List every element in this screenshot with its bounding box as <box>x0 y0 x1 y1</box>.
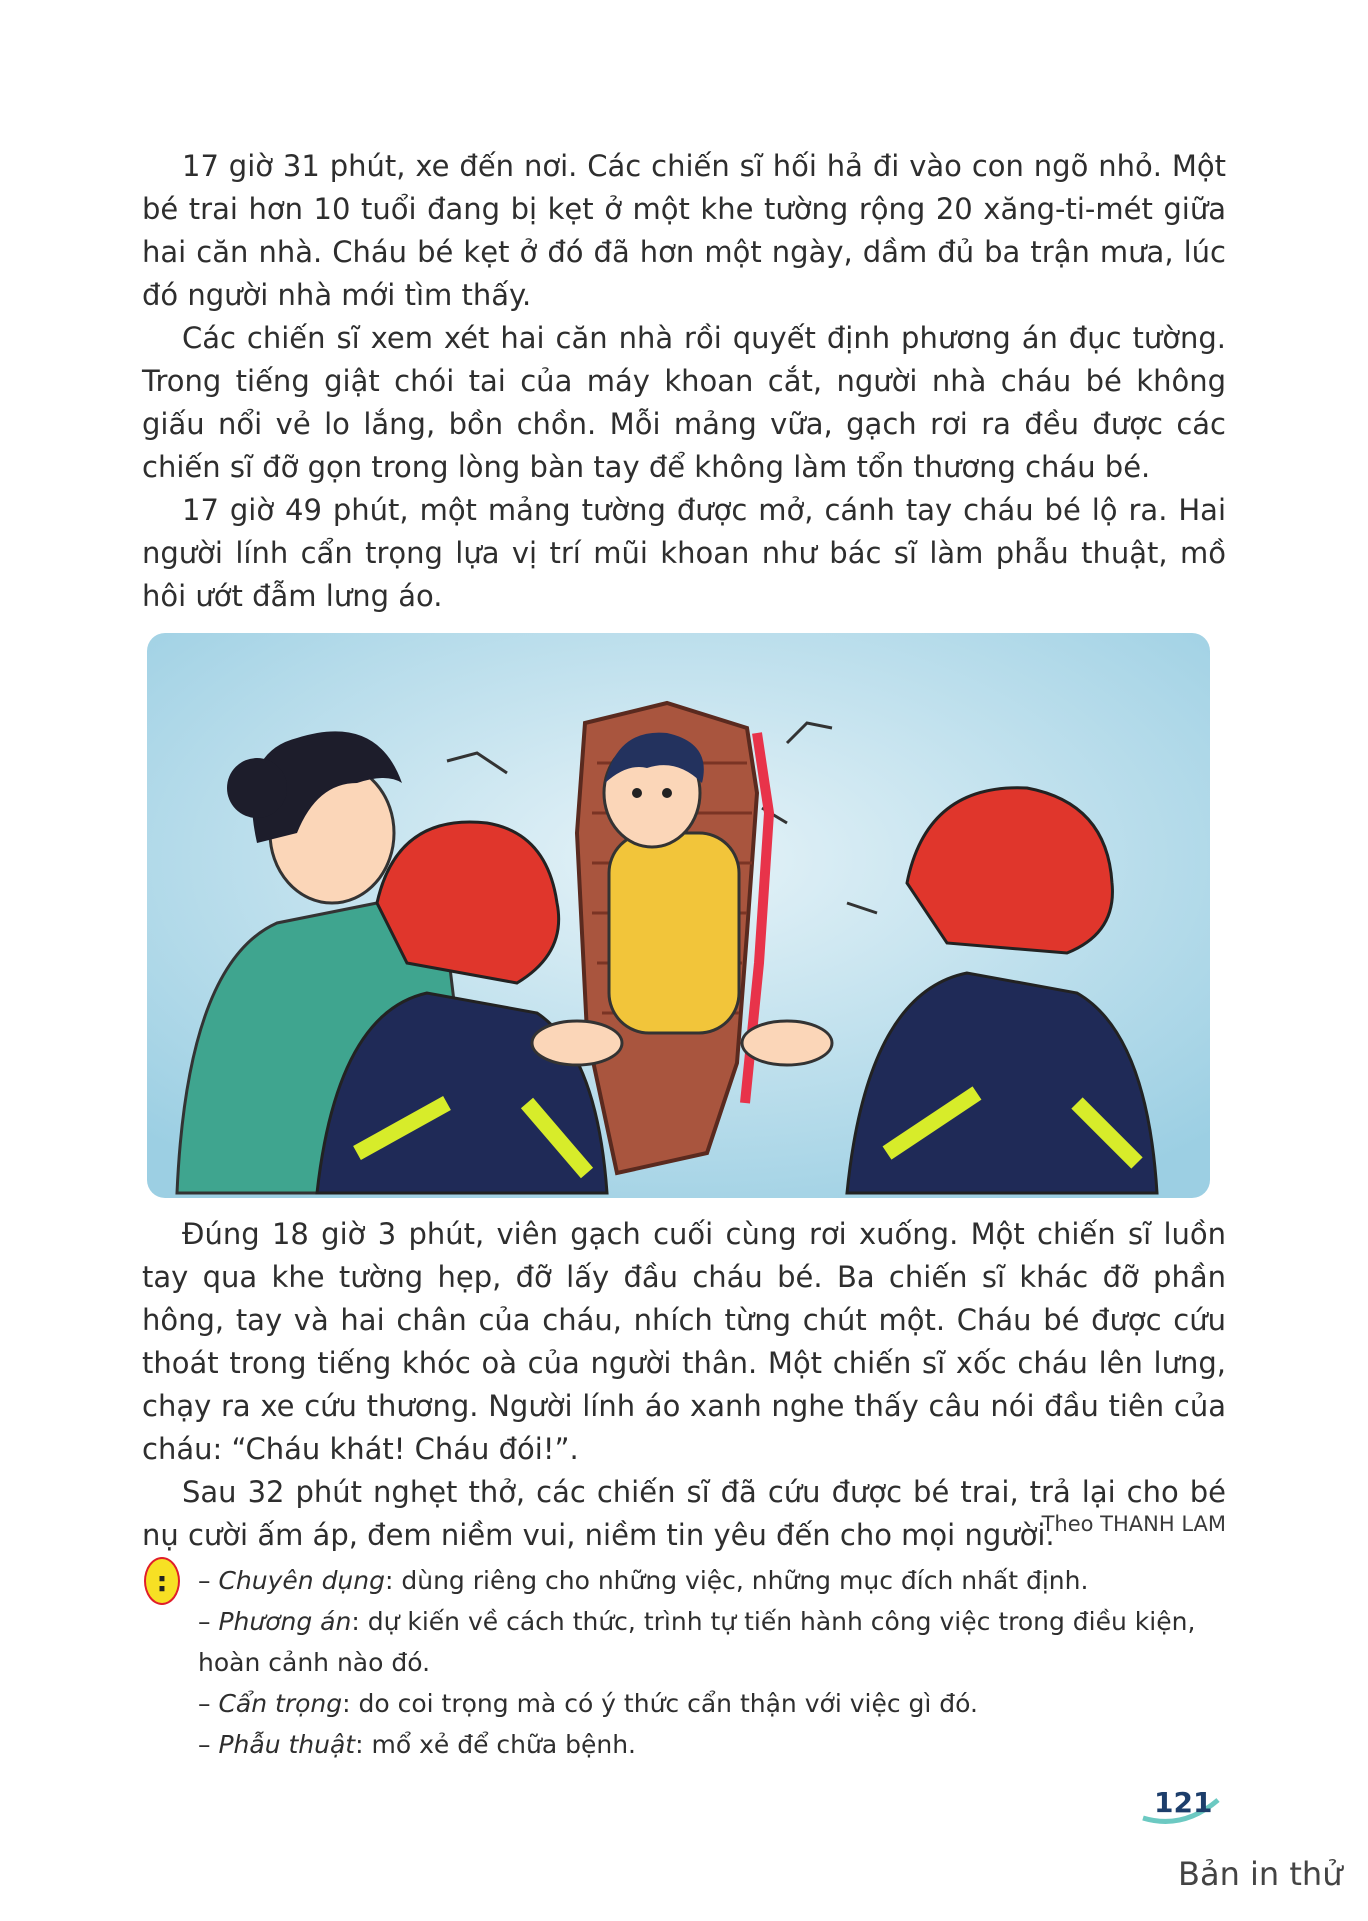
draft-watermark-text: Bản in thử <box>1178 1855 1343 1893</box>
story-paragraph: Các chiến sĩ xem xét hai căn nhà rồi quyết định phương án đục tường. Trong tiếng giật chói tai của máy khoan cắt, người nhà cháu bé không giấu nổi vẻ lo lắng, bồn chồn. Mỗi mảng vữa, gạch rơi ra đều được các chiến sĩ đỡ gọn trong lòng bàn tay để không làm tổn thương cháu bé. <box>142 321 1226 484</box>
glossary-item: – Chuyên dụng: dùng riêng cho những việc, những mục đích nhất định. <box>198 1566 1089 1595</box>
source-attribution: Theo THANH LAM <box>1041 1512 1226 1536</box>
story-paragraph: 17 giờ 31 phút, xe đến nơi. Các chiến sĩ hối hả đi vào con ngõ nhỏ. Một bé trai hơn 10 tuổi đang bị kẹt ở một khe tường rộng 20 xăng-ti-mét giữa hai căn nhà. Cháu bé kẹt ở đó đã hơn một ngày, dầm đủ ba trận mưa, lúc đó người nhà mới tìm thấy. <box>142 149 1226 312</box>
boy-shirt <box>609 833 739 1033</box>
rescuer-hand <box>742 1021 832 1065</box>
glossary-item: – Cẩn trọng: do coi trọng mà có ý thức cẩn thận với việc gì đó. <box>198 1689 978 1718</box>
glossary-term: Phương án <box>218 1607 352 1636</box>
story-paragraph: 17 giờ 49 phút, một mảng tường được mở, cánh tay cháu bé lộ ra. Hai người lính cẩn trọng lựa vị trí mũi khoan như bác sĩ làm phẫu thuật, mồ hôi ướt đẫm lưng áo. <box>142 493 1226 613</box>
glossary-definition: : dùng riêng cho những việc, những mục đích nhất định. <box>385 1566 1089 1595</box>
glossary-list <box>198 1560 1228 1765</box>
firefighter-left-helmet <box>377 822 559 983</box>
story-text-top <box>142 145 1226 618</box>
story-paragraph: Đúng 18 giờ 3 phút, viên gạch cuối cùng rơi xuống. Một chiến sĩ luồn tay qua khe tường hẹp, đỡ lấy đầu cháu bé. Ba chiến sĩ khác đỡ phần hông, tay và hai chân của cháu, nhích từng chút một. Cháu bé được cứu thoát trong tiếng khóc oà của người thân. Một chiến sĩ xốc cháu lên lưng, chạy ra xe cứu thương. Người lính áo xanh nghe thấy câu nói đầu tiên của cháu: “Cháu khát! Cháu đói!”. <box>142 1217 1226 1466</box>
glossary-term: Chuyên dụng <box>218 1566 385 1595</box>
story-paragraph: Sau 32 phút nghẹt thở, các chiến sĩ đã cứu được bé trai, trả lại cho bé nụ cười ấm áp, đem niềm vui, niềm tin yêu đến cho mọi người. <box>142 1475 1226 1552</box>
glossary-term: Cẩn trọng <box>218 1689 343 1718</box>
mother-hair-bun <box>227 758 287 818</box>
page-number: 121 <box>1154 1786 1213 1819</box>
rescue-illustration <box>147 633 1210 1198</box>
glossary-definition: : dự kiến về cách thức, trình tự tiến hành công việc trong điều kiện, hoàn cảnh nào đó. <box>198 1607 1196 1677</box>
rescuer-hand <box>532 1021 622 1065</box>
glossary-item: – Phương án: dự kiến về cách thức, trình tự tiến hành công việc trong điều kiện, hoàn cảnh nào đó. <box>198 1607 1196 1677</box>
glossary-term: Phẫu thuật <box>218 1730 356 1759</box>
glossary-icon: : <box>144 1557 180 1605</box>
story-text-bottom <box>142 1213 1226 1557</box>
glossary-definition: : mổ xẻ để chữa bệnh. <box>355 1730 636 1759</box>
glossary-item: – Phẫu thuật: mổ xẻ để chữa bệnh. <box>198 1730 636 1759</box>
glossary-definition: : do coi trọng mà có ý thức cẩn thận với việc gì đó. <box>342 1689 978 1718</box>
rescue-scene-drawing <box>147 633 1210 1198</box>
